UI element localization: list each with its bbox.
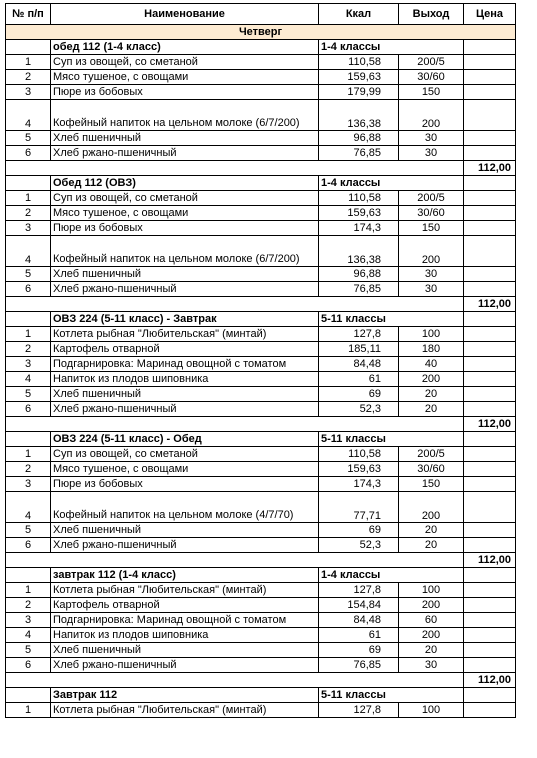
price-cell	[464, 462, 516, 477]
row-number: 2	[6, 598, 51, 613]
table-row	[6, 492, 516, 523]
table-row	[6, 146, 516, 161]
total-filler	[6, 297, 464, 312]
price-cell	[464, 282, 516, 297]
section-group: 5-11 классы	[319, 312, 464, 327]
dish-name: Кофейный напиток на цельном молоке (6/7/200)	[51, 100, 319, 131]
section-group: 5-11 классы	[319, 688, 464, 703]
table-row	[6, 221, 516, 236]
price-cell	[464, 70, 516, 85]
portion-value: 30	[399, 658, 464, 673]
dish-name: Котлета рыбная "Любительская" (минтай)	[51, 703, 319, 718]
portion-value: 40	[399, 357, 464, 372]
kcal-value: 69	[319, 523, 399, 538]
dish-name: Подгарнировка: Маринад овощной с томатом	[51, 357, 319, 372]
price-cell	[464, 131, 516, 146]
price-cell	[464, 387, 516, 402]
table-row	[6, 191, 516, 206]
row-number: 5	[6, 523, 51, 538]
portion-value: 200	[399, 598, 464, 613]
kcal-value: 96,88	[319, 267, 399, 282]
portion-value: 200/5	[399, 191, 464, 206]
dish-name: Хлеб пшеничный	[51, 523, 319, 538]
section-total-price: 112,00	[464, 553, 516, 568]
day-row	[6, 25, 516, 40]
table-row	[6, 538, 516, 553]
portion-value: 200/5	[399, 55, 464, 70]
row-number: 6	[6, 658, 51, 673]
dish-name: Хлеб пшеничный	[51, 131, 319, 146]
table-row	[6, 583, 516, 598]
row-number: 6	[6, 282, 51, 297]
portion-value: 30	[399, 267, 464, 282]
table-row	[6, 282, 516, 297]
price-cell	[464, 85, 516, 100]
table-row	[6, 402, 516, 417]
section-total-row	[6, 297, 516, 312]
table-row	[6, 447, 516, 462]
row-number: 1	[6, 327, 51, 342]
dish-name: Хлеб пшеничный	[51, 387, 319, 402]
kcal-value: 159,63	[319, 70, 399, 85]
menu-body	[6, 25, 516, 718]
row-number: 2	[6, 206, 51, 221]
section-price-cell	[464, 176, 516, 191]
section-header-row	[6, 432, 516, 447]
price-cell	[464, 402, 516, 417]
portion-value: 20	[399, 538, 464, 553]
row-number: 5	[6, 643, 51, 658]
dish-name: Суп из овощей, со сметаной	[51, 55, 319, 70]
section-header-row	[6, 688, 516, 703]
table-row	[6, 267, 516, 282]
row-number: 2	[6, 70, 51, 85]
portion-value: 30	[399, 146, 464, 161]
table-row	[6, 523, 516, 538]
total-filler	[6, 553, 464, 568]
portion-value: 20	[399, 643, 464, 658]
dish-name: Котлета рыбная "Любительская" (минтай)	[51, 327, 319, 342]
row-number: 2	[6, 462, 51, 477]
kcal-value: 96,88	[319, 131, 399, 146]
portion-value: 150	[399, 477, 464, 492]
row-number: 3	[6, 613, 51, 628]
dish-name: Мясо тушеное, с овощами	[51, 462, 319, 477]
row-number: 4	[6, 492, 51, 523]
row-number: 4	[6, 372, 51, 387]
section-price-cell	[464, 312, 516, 327]
price-cell	[464, 523, 516, 538]
section-header-row	[6, 40, 516, 55]
kcal-value: 76,85	[319, 146, 399, 161]
section-price-cell	[464, 432, 516, 447]
dish-name: Подгарнировка: Маринад овощной с томатом	[51, 613, 319, 628]
kcal-value: 52,3	[319, 538, 399, 553]
portion-value: 180	[399, 342, 464, 357]
dish-name: Кофейный напиток на цельном молоке (6/7/200)	[51, 236, 319, 267]
price-cell	[464, 613, 516, 628]
table-row	[6, 236, 516, 267]
table-row	[6, 613, 516, 628]
dish-name: Картофель отварной	[51, 598, 319, 613]
price-cell	[464, 628, 516, 643]
section-title: завтрак 112 (1-4 класс)	[51, 568, 319, 583]
section-total-row	[6, 161, 516, 176]
dish-name: Хлеб пшеничный	[51, 267, 319, 282]
section-title: ОВЗ 224 (5-11 класс) - Завтрак	[51, 312, 319, 327]
section-total-row	[6, 553, 516, 568]
table-row	[6, 100, 516, 131]
dish-name: Пюре из бобовых	[51, 85, 319, 100]
portion-value: 20	[399, 387, 464, 402]
portion-value: 100	[399, 327, 464, 342]
section-num-cell	[6, 568, 51, 583]
price-cell	[464, 447, 516, 462]
kcal-value: 159,63	[319, 206, 399, 221]
table-row	[6, 643, 516, 658]
dish-name: Хлеб ржано-пшеничный	[51, 146, 319, 161]
menu-sheet	[5, 3, 516, 718]
kcal-value: 110,58	[319, 447, 399, 462]
col-kcal-header: Ккал	[319, 4, 399, 25]
section-total-price: 112,00	[464, 417, 516, 432]
row-number: 3	[6, 357, 51, 372]
kcal-value: 127,8	[319, 583, 399, 598]
price-cell	[464, 598, 516, 613]
dish-name: Хлеб пшеничный	[51, 643, 319, 658]
price-cell	[464, 492, 516, 523]
portion-value: 30/60	[399, 70, 464, 85]
kcal-value: 185,11	[319, 342, 399, 357]
table-row	[6, 462, 516, 477]
price-cell	[464, 206, 516, 221]
portion-value: 100	[399, 583, 464, 598]
kcal-value: 154,84	[319, 598, 399, 613]
row-number: 3	[6, 221, 51, 236]
table-row	[6, 131, 516, 146]
portion-value: 200	[399, 628, 464, 643]
portion-value: 20	[399, 402, 464, 417]
table-row	[6, 206, 516, 221]
kcal-value: 69	[319, 387, 399, 402]
kcal-value: 69	[319, 643, 399, 658]
kcal-value: 136,38	[319, 100, 399, 131]
menu-table	[5, 3, 516, 718]
dish-name: Напиток из плодов шиповника	[51, 628, 319, 643]
table-row	[6, 387, 516, 402]
section-total-row	[6, 417, 516, 432]
column-header-row	[6, 4, 516, 25]
table-row	[6, 70, 516, 85]
section-price-cell	[464, 40, 516, 55]
col-out-header: Выход	[399, 4, 464, 25]
section-title: Обед 112 (ОВЗ)	[51, 176, 319, 191]
row-number: 1	[6, 583, 51, 598]
section-header-row	[6, 568, 516, 583]
dish-name: Котлета рыбная "Любительская" (минтай)	[51, 583, 319, 598]
kcal-value: 84,48	[319, 613, 399, 628]
portion-value: 20	[399, 523, 464, 538]
kcal-value: 159,63	[319, 462, 399, 477]
row-number: 3	[6, 85, 51, 100]
price-cell	[464, 703, 516, 718]
price-cell	[464, 55, 516, 70]
table-row	[6, 372, 516, 387]
row-number: 1	[6, 447, 51, 462]
kcal-value: 52,3	[319, 402, 399, 417]
section-num-cell	[6, 40, 51, 55]
price-cell	[464, 267, 516, 282]
table-row	[6, 357, 516, 372]
dish-name: Суп из овощей, со сметаной	[51, 191, 319, 206]
table-row	[6, 628, 516, 643]
row-number: 3	[6, 477, 51, 492]
section-title: ОВЗ 224 (5-11 класс) - Обед	[51, 432, 319, 447]
table-row	[6, 658, 516, 673]
section-num-cell	[6, 432, 51, 447]
dish-name: Пюре из бобовых	[51, 221, 319, 236]
row-number: 6	[6, 402, 51, 417]
col-num-header: № п/п	[6, 4, 51, 25]
price-cell	[464, 583, 516, 598]
section-group: 1-4 классы	[319, 568, 464, 583]
portion-value: 150	[399, 221, 464, 236]
total-filler	[6, 673, 464, 688]
dish-name: Напиток из плодов шиповника	[51, 372, 319, 387]
kcal-value: 174,3	[319, 477, 399, 492]
price-cell	[464, 357, 516, 372]
col-name-header: Наименование	[51, 4, 319, 25]
total-filler	[6, 161, 464, 176]
section-header-row	[6, 176, 516, 191]
row-number: 4	[6, 100, 51, 131]
dish-name: Суп из овощей, со сметаной	[51, 447, 319, 462]
row-number: 1	[6, 191, 51, 206]
price-cell	[464, 643, 516, 658]
section-group: 5-11 классы	[319, 432, 464, 447]
table-row	[6, 703, 516, 718]
price-cell	[464, 191, 516, 206]
portion-value: 100	[399, 703, 464, 718]
portion-value: 200	[399, 372, 464, 387]
table-row	[6, 477, 516, 492]
dish-name: Мясо тушеное, с овощами	[51, 206, 319, 221]
price-cell	[464, 327, 516, 342]
kcal-value: 76,85	[319, 658, 399, 673]
section-price-cell	[464, 568, 516, 583]
table-row	[6, 85, 516, 100]
portion-value: 30	[399, 282, 464, 297]
section-total-price: 112,00	[464, 297, 516, 312]
row-number: 6	[6, 538, 51, 553]
kcal-value: 127,8	[319, 703, 399, 718]
table-row	[6, 342, 516, 357]
portion-value: 200/5	[399, 447, 464, 462]
section-price-cell	[464, 688, 516, 703]
portion-value: 30/60	[399, 206, 464, 221]
dish-name: Хлеб ржано-пшеничный	[51, 282, 319, 297]
dish-name: Кофейный напиток на цельном молоке (4/7/70)	[51, 492, 319, 523]
portion-value: 150	[399, 85, 464, 100]
portion-value: 200	[399, 100, 464, 131]
day-label: Четверг	[6, 25, 516, 40]
row-number: 5	[6, 267, 51, 282]
price-cell	[464, 372, 516, 387]
section-total-price: 112,00	[464, 673, 516, 688]
portion-value: 200	[399, 492, 464, 523]
section-group: 1-4 классы	[319, 40, 464, 55]
section-total-price: 112,00	[464, 161, 516, 176]
row-number: 4	[6, 236, 51, 267]
section-title: Завтрак 112	[51, 688, 319, 703]
dish-name: Хлеб ржано-пшеничный	[51, 402, 319, 417]
kcal-value: 77,71	[319, 492, 399, 523]
kcal-value: 136,38	[319, 236, 399, 267]
kcal-value: 127,8	[319, 327, 399, 342]
price-cell	[464, 100, 516, 131]
price-cell	[464, 146, 516, 161]
row-number: 1	[6, 703, 51, 718]
price-cell	[464, 538, 516, 553]
kcal-value: 110,58	[319, 55, 399, 70]
section-header-row	[6, 312, 516, 327]
row-number: 4	[6, 628, 51, 643]
row-number: 5	[6, 387, 51, 402]
portion-value: 30/60	[399, 462, 464, 477]
total-filler	[6, 417, 464, 432]
dish-name: Мясо тушеное, с овощами	[51, 70, 319, 85]
kcal-value: 61	[319, 372, 399, 387]
price-cell	[464, 236, 516, 267]
dish-name: Хлеб ржано-пшеничный	[51, 538, 319, 553]
portion-value: 30	[399, 131, 464, 146]
price-cell	[464, 342, 516, 357]
row-number: 2	[6, 342, 51, 357]
price-cell	[464, 658, 516, 673]
row-number: 1	[6, 55, 51, 70]
kcal-value: 61	[319, 628, 399, 643]
section-group: 1-4 классы	[319, 176, 464, 191]
kcal-value: 174,3	[319, 221, 399, 236]
dish-name: Картофель отварной	[51, 342, 319, 357]
section-title: обед 112 (1-4 класс)	[51, 40, 319, 55]
kcal-value: 110,58	[319, 191, 399, 206]
kcal-value: 76,85	[319, 282, 399, 297]
portion-value: 200	[399, 236, 464, 267]
kcal-value: 179,99	[319, 85, 399, 100]
price-cell	[464, 477, 516, 492]
kcal-value: 84,48	[319, 357, 399, 372]
dish-name: Пюре из бобовых	[51, 477, 319, 492]
section-num-cell	[6, 688, 51, 703]
row-number: 6	[6, 146, 51, 161]
portion-value: 60	[399, 613, 464, 628]
row-number: 5	[6, 131, 51, 146]
section-num-cell	[6, 176, 51, 191]
col-price-header: Цена	[464, 4, 516, 25]
section-num-cell	[6, 312, 51, 327]
table-row	[6, 598, 516, 613]
table-row	[6, 55, 516, 70]
section-total-row	[6, 673, 516, 688]
price-cell	[464, 221, 516, 236]
dish-name: Хлеб ржано-пшеничный	[51, 658, 319, 673]
table-row	[6, 327, 516, 342]
